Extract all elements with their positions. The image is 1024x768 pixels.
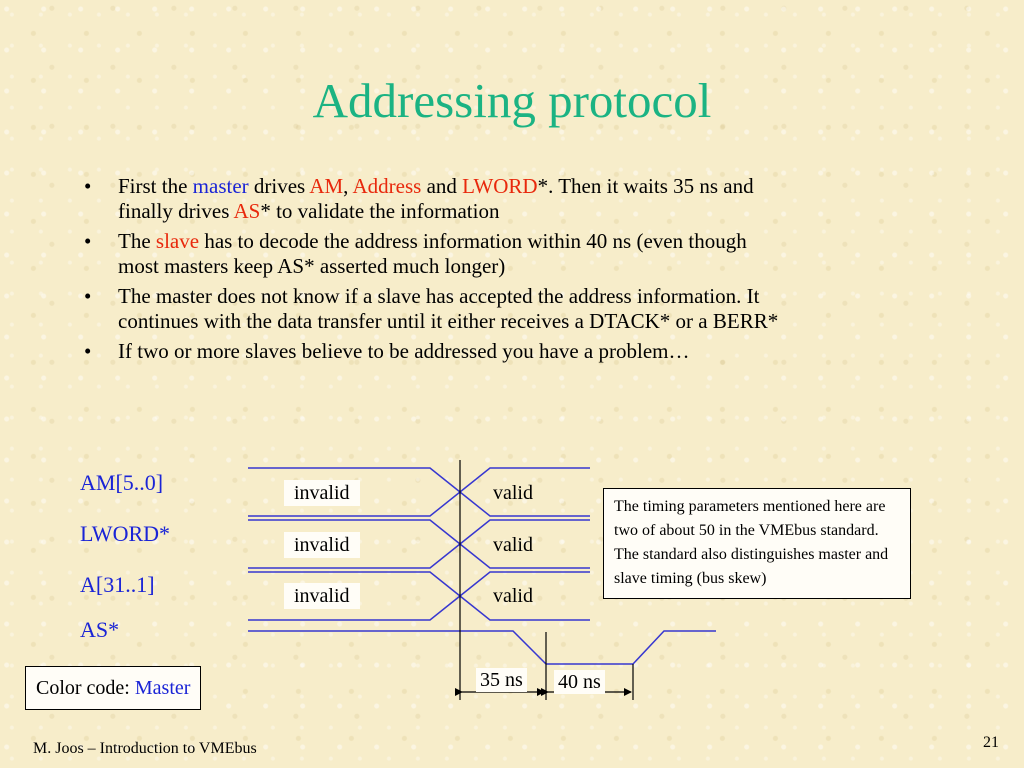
- legend-master: Master: [134, 677, 191, 699]
- lword-term: LWORD: [462, 174, 538, 198]
- bullet-item: • The master does not know if a slave has accepted the address information. It continues with the data transfer until it either receives a DTACK* or a BERR*: [84, 284, 779, 333]
- footer-text: M. Joos – Introduction to VMEbus: [33, 740, 257, 757]
- address-term: Address: [352, 174, 422, 198]
- slide-title: Addressing protocol: [312, 73, 712, 128]
- bullet-dot: •: [84, 284, 92, 308]
- interval-label-40ns: 40 ns: [554, 670, 605, 694]
- valid-label: valid: [493, 585, 533, 607]
- bullet-dot: •: [84, 229, 92, 253]
- valid-label: valid: [493, 482, 533, 504]
- master-term: master: [192, 174, 249, 198]
- signal-label-lword: LWORD*: [80, 521, 171, 546]
- valid-label: valid: [493, 534, 533, 556]
- bullet-item: • The slave has to decode the address information within 40 ns (even though most masters keep AS* asserted much longer): [84, 229, 747, 278]
- signal-label-as: AS*: [80, 617, 120, 642]
- invalid-label: invalid: [284, 583, 360, 609]
- bullet-item: • If two or more slaves believe to be addressed you have a problem…: [84, 339, 690, 363]
- legend-label: Color code:: [36, 677, 135, 699]
- as-signal-line: [248, 631, 716, 664]
- bullet-dot: •: [84, 174, 92, 198]
- am-term: AM: [309, 174, 344, 198]
- color-code-legend: [25, 666, 201, 710]
- timing-note-box: The timing parameters mentioned here are two of about 50 in the VMEbus standard. The standard also distinguishes master and slave timing (bus skew): [603, 488, 911, 599]
- bullet-dot: •: [84, 339, 92, 363]
- signal-label-address: A[31..1]: [80, 572, 155, 597]
- page-number: 21: [983, 734, 999, 751]
- bullet-item: • First the master drives AM, Address and LWORD*. Then it waits 35 ns and finally drives AS* to validate the information: [84, 174, 754, 223]
- interval-label-35ns: 35 ns: [476, 668, 527, 692]
- slave-term: slave: [155, 229, 200, 253]
- as-term: AS: [233, 199, 261, 223]
- invalid-label: invalid: [284, 532, 360, 558]
- signal-label-am: AM[5..0]: [80, 470, 164, 495]
- invalid-label: invalid: [284, 480, 360, 506]
